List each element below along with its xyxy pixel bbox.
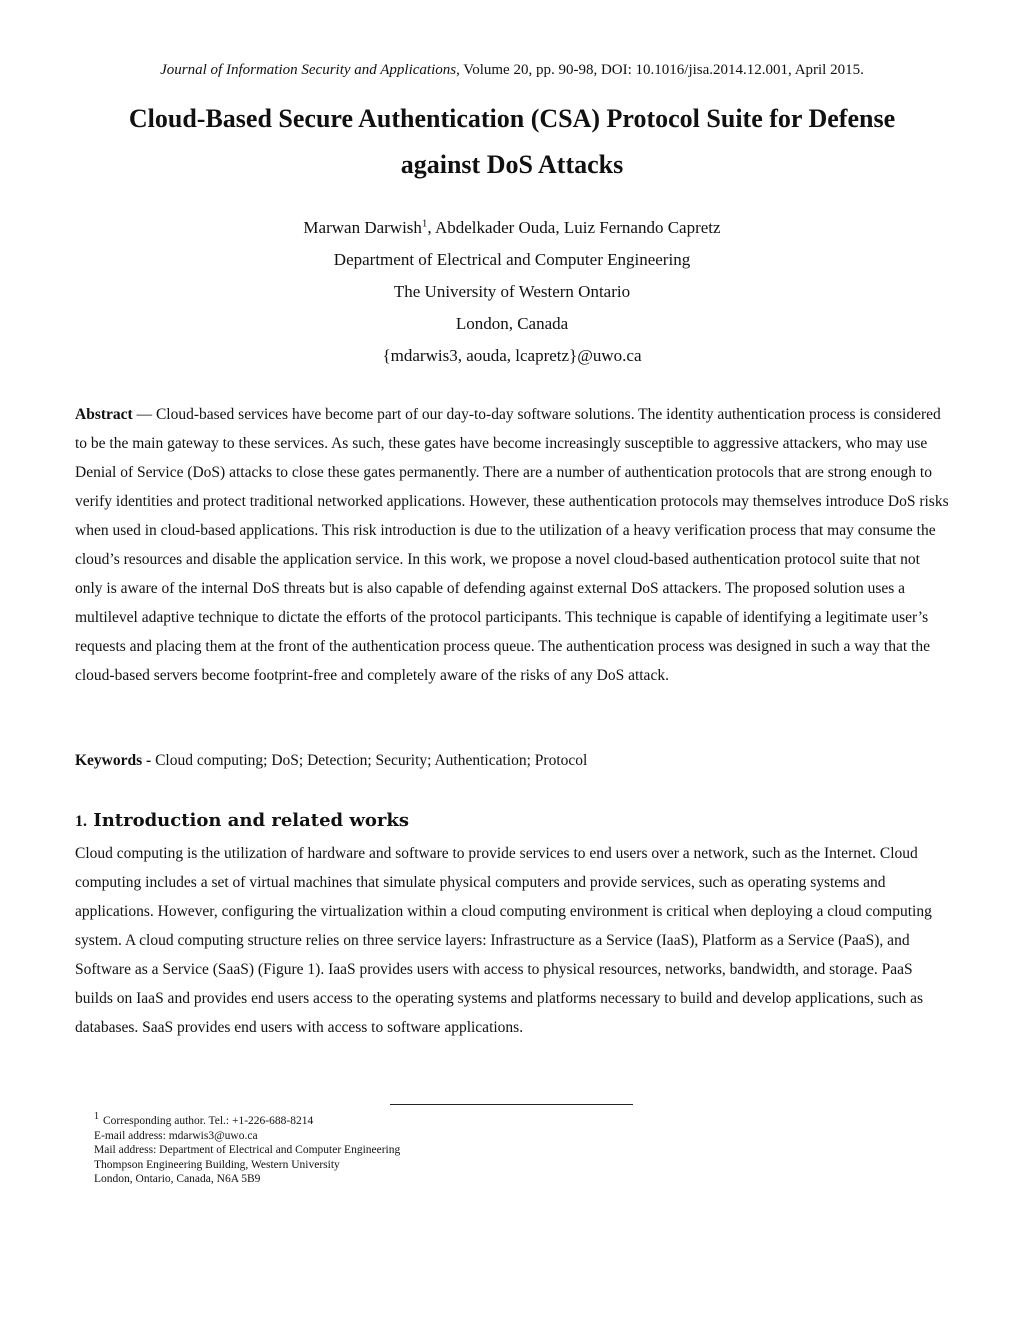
- author-emails: {mdarwis3, aouda, lcapretz}@uwo.ca: [382, 346, 642, 365]
- journal-name: Journal of Information Security and Applications: [160, 62, 457, 78]
- author-block: [0, 212, 1024, 372]
- first-author: Marwan Darwish: [303, 218, 422, 237]
- section-body: Cloud computing is the utilization of hardware and software to provide services to end users over a network, such as the Internet. Cloud computing includes a set of virtual machines that simulate physical computers and provide services, such as operating systems and applications. However, configuring the virtualization within a cloud computing environment is critical when deploying a cloud computing system. A cloud computing structure relies on three service layers: Infrastructure as a Service (IaaS), Platform as a Service (PaaS), and Software as a Service (SaaS) (Figure 1). IaaS provides users with access to physical resources, networks, bandwidth, and storage. PaaS builds on IaaS and provides end users access to the operating systems and platforms necessary to build and develop applications, such as databases. SaaS provides end users with access to software applications.: [75, 845, 932, 1036]
- footnote-mark: 1: [94, 1111, 99, 1123]
- footnote-phone: Corresponding author. Tel.: +1-226-688-8214: [103, 1115, 314, 1127]
- footnote-building: Thompson Engineering Building, Western University: [94, 1158, 340, 1171]
- keywords-text: Cloud computing; DoS; Detection; Security; Authentication; Protocol: [151, 752, 588, 769]
- footnote-divider: [390, 1104, 633, 1105]
- section-heading: [75, 808, 949, 835]
- author-department: Department of Electrical and Computer Engineering: [333, 250, 691, 269]
- journal-details: , Volume 20, pp. 90-98, DOI: 10.1016/jisa.2014.12.001, April 2015.: [456, 62, 864, 78]
- section-number: 1.: [75, 813, 87, 830]
- keywords: [75, 746, 949, 775]
- abstract: [75, 400, 949, 690]
- footnote: [94, 1111, 694, 1187]
- footnote-mail-address: Mail address: Department of Electrical and Computer Engineering: [94, 1144, 401, 1156]
- author-names: [0, 212, 1024, 244]
- keywords-label: Keywords -: [75, 752, 152, 769]
- abstract-label: Abstract: [75, 406, 133, 423]
- other-authors: , Abdelkader Ouda, Luiz Fernando Capretz: [427, 218, 721, 237]
- footnote-line: [94, 1111, 694, 1129]
- abstract-text: — Cloud-based services have become part of our day-to-day software solutions. The identity authentication process is considered to be the main gateway to these services. As such, these gates have become increasingly susceptible to aggressive attackers, who may use Denial of Service (DoS) attacks to close these gates permanently. There are a number of authentication protocols that are strong enough to verify identities and protect traditional networked applications. However, these authentication protocols may themselves introduce DoS risks when used in cloud-based applications. This risk introduction is due to the utilization of a heavy verification process that may consume the cloud’s resources and disable the application service. In this work, we propose a novel cloud-based authentication protocol suite that not only is aware of the internal DoS threats but is also capable of defending against external DoS attackers. The proposed solution uses a multilevel adaptive technique to dictate the efforts of the protocol participants. This technique is capable of identifying a legitimate user’s requests and placing them at the front of the authentication process queue. The authentication process was designed in such a way that the cloud-based servers become footprint-free and completely aware of the risks of any DoS attack.: [75, 406, 949, 684]
- paper-title: Cloud-Based Secure Authentication (CSA) Protocol Suite for Defense against DoS Attacks: [128, 104, 896, 179]
- section-title: Introduction and related works: [93, 810, 409, 831]
- footnote-email: E-mail address: mdarwis3@uwo.ca: [94, 1129, 258, 1142]
- footnote-city: London, Ontario, Canada, N6A 5B9: [94, 1173, 261, 1185]
- footnote-marker: 1: [421, 217, 428, 230]
- author-location: London, Canada: [455, 314, 569, 333]
- journal-citation: [0, 60, 1024, 80]
- author-university: The University of Western Ontario: [393, 282, 631, 301]
